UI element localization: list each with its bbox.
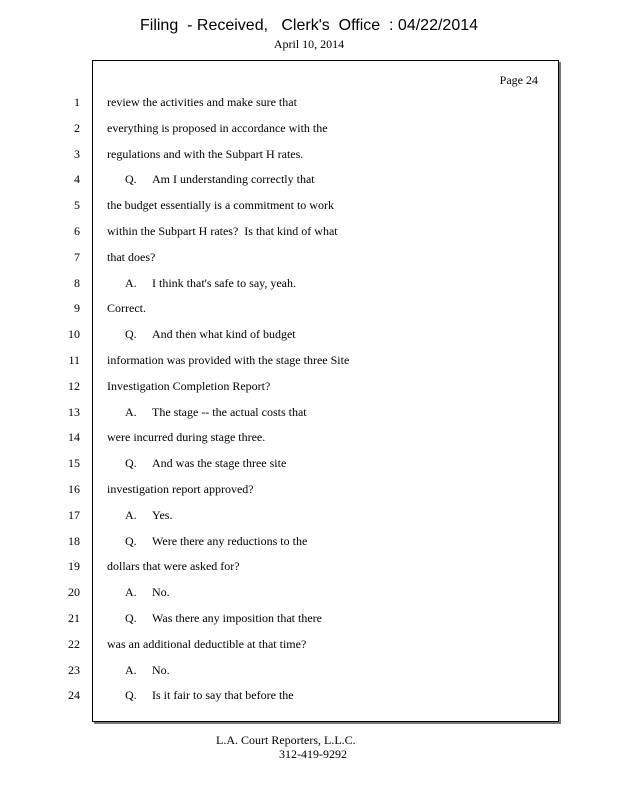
transcript-line (107, 482, 254, 497)
transcript-line (125, 611, 322, 626)
speaker-label: A. (125, 508, 137, 522)
line-number: 4 (74, 172, 80, 186)
transcript-line (107, 301, 146, 316)
line-number: 8 (74, 276, 80, 290)
line-text: everything is proposed in accordance with the (107, 121, 328, 135)
line-number: 14 (68, 430, 80, 444)
transcript-line (125, 327, 296, 342)
line-number: 9 (74, 301, 80, 315)
transcript-line (125, 405, 307, 420)
speaker-label: A. (125, 405, 137, 419)
line-number: 7 (74, 250, 80, 264)
transcript-line (107, 198, 334, 213)
line-text: within the Subpart H rates? Is that kind of what (107, 224, 338, 238)
line-text: information was provided with the stage three Site (107, 353, 350, 367)
transcript-line (107, 559, 240, 574)
line-number: 10 (68, 327, 80, 341)
line-text: dollars that were asked for? (107, 559, 240, 573)
transcript-line (107, 95, 297, 110)
line-number: 6 (74, 224, 80, 238)
line-text: review the activities and make sure that (107, 95, 297, 109)
transcript-line (107, 121, 328, 136)
footer-company: L.A. Court Reporters, L.L.C. (216, 733, 356, 747)
line-text: Is it fair to say that before the (152, 688, 294, 702)
line-text: regulations and with the Subpart H rates. (107, 147, 304, 161)
line-number: 11 (68, 353, 80, 367)
line-text: Were there any reductions to the (152, 534, 308, 548)
transcript-line (125, 688, 294, 703)
line-text: was an additional deductible at that time? (107, 637, 307, 651)
line-number: 16 (68, 482, 80, 496)
speaker-label: A. (125, 663, 137, 677)
transcript-line (107, 353, 349, 368)
line-text: Am I understanding correctly that (152, 172, 315, 186)
line-number: 22 (68, 637, 80, 651)
transcript-line (107, 430, 265, 445)
footer-phone: 312-419-9292 (279, 747, 347, 761)
transcript-line (125, 172, 315, 187)
transcript-line (107, 250, 155, 265)
speaker-label: A. (125, 276, 137, 290)
transcript-line (125, 585, 170, 600)
transcript-line (125, 508, 172, 523)
speaker-label: A. (125, 585, 137, 599)
speaker-label: Q. (125, 327, 137, 341)
transcript-line (125, 663, 170, 678)
line-text: No. (152, 663, 170, 677)
line-text: were incurred during stage three. (107, 430, 266, 444)
line-text: No. (152, 585, 170, 599)
line-text: I think that's safe to say, yeah. (152, 276, 297, 290)
line-number: 3 (74, 147, 80, 161)
transcript-line (107, 147, 303, 162)
speaker-label: Q. (125, 688, 137, 702)
transcript-line (107, 637, 306, 652)
deposition-date: April 10, 2014 (273, 37, 345, 51)
line-text: that does? (107, 250, 156, 264)
line-number: 24 (68, 688, 80, 702)
speaker-label: Q. (125, 172, 137, 186)
speaker-label: Q. (125, 611, 137, 625)
line-text: Investigation Completion Report? (107, 379, 271, 393)
line-text: investigation report approved? (107, 482, 254, 496)
line-number: 1 (74, 95, 80, 109)
line-number: 21 (68, 611, 80, 625)
line-number: 5 (74, 198, 80, 212)
transcript-line (125, 276, 296, 291)
line-text: Correct. (107, 301, 146, 315)
line-number: 15 (68, 456, 80, 470)
speaker-label: Q. (125, 456, 137, 470)
line-number: 23 (68, 663, 80, 677)
speaker-label: Q. (125, 534, 137, 548)
page-number: Page 24 (499, 73, 538, 87)
transcript-line (107, 224, 338, 239)
line-number: 12 (68, 379, 80, 393)
line-text: And then what kind of budget (152, 327, 296, 341)
line-number: 20 (68, 585, 80, 599)
line-text: the budget essentially is a commitment to work (107, 198, 334, 212)
line-text: Was there any imposition that there (152, 611, 322, 625)
filing-stamp: Filing - Received, Clerk's Office : 04/22/2014 (139, 17, 479, 34)
line-text: And was the stage three site (152, 456, 287, 470)
line-number: 2 (74, 121, 80, 135)
line-number: 13 (68, 405, 80, 419)
line-number: 19 (68, 559, 80, 573)
transcript-line (125, 456, 286, 471)
line-text: Yes. (152, 508, 173, 522)
transcript-line (107, 379, 270, 394)
line-number: 17 (68, 508, 80, 522)
line-text: The stage -- the actual costs that (152, 405, 307, 419)
line-number: 18 (68, 534, 80, 548)
transcript-line (125, 534, 307, 549)
